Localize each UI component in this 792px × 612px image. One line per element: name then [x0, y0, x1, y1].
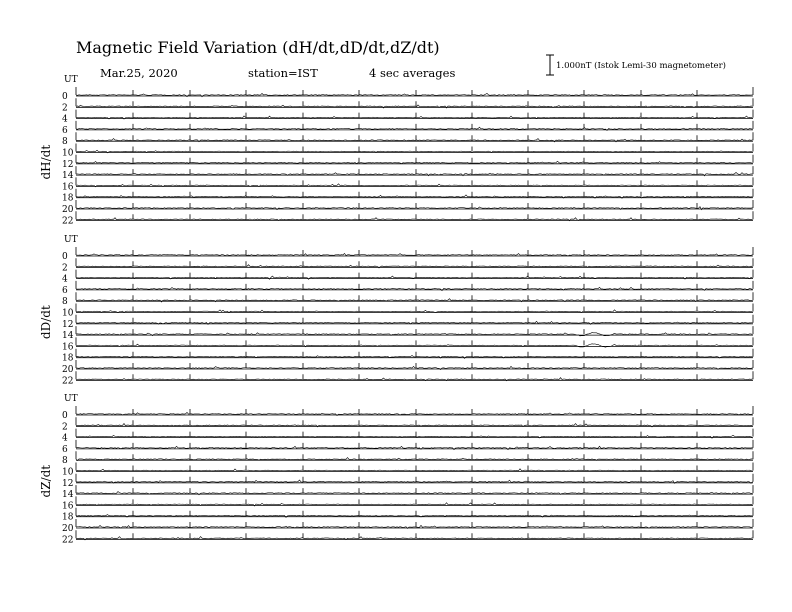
panel-ylabel: dZ/dt	[39, 464, 53, 498]
hour-label: 0	[62, 411, 68, 421]
hour-label: 22	[62, 535, 74, 546]
hour-label: 4	[62, 114, 68, 125]
hour-label: 10	[62, 148, 74, 159]
hour-label: 8	[62, 137, 68, 148]
hour-label: 16	[62, 342, 74, 353]
hour-label: 2	[62, 103, 68, 114]
hour-label: 12	[62, 319, 74, 330]
ut-label: UT	[64, 75, 78, 85]
scale-label: 1.000nT (Istok Lemi-30 magnetometer)	[556, 61, 726, 71]
hour-label: 12	[62, 159, 74, 170]
hour-label: 0	[62, 92, 68, 102]
hour-label: 14	[62, 171, 74, 182]
hour-label: 20	[62, 524, 74, 534]
panel-ylabel: dH/dt	[39, 144, 53, 180]
station-label: station=IST	[248, 66, 318, 80]
hour-label: 6	[62, 285, 68, 296]
hour-label: 4	[62, 433, 68, 444]
hour-label: 8	[62, 297, 68, 308]
hour-label: 14	[62, 331, 74, 342]
hour-label: 14	[62, 490, 74, 501]
hour-label: 8	[62, 456, 68, 467]
panel-ylabel: dD/dt	[39, 305, 53, 340]
chart-title: Magnetic Field Variation (dH/dt,dD/dt,dZ/dt)	[76, 38, 440, 57]
date-label: Mar.25, 2020	[100, 66, 178, 80]
hour-label: 16	[62, 182, 74, 193]
row-trace	[76, 469, 753, 471]
hour-label: 16	[62, 501, 74, 512]
hour-label: 6	[62, 444, 68, 455]
hour-label: 4	[62, 274, 68, 285]
hour-label: 10	[62, 308, 74, 319]
hour-label: 22	[62, 376, 74, 387]
hour-label: 18	[62, 193, 74, 204]
hour-label: 18	[62, 512, 74, 523]
averaging-label: 4 sec averages	[369, 66, 456, 80]
hour-label: 20	[62, 365, 74, 375]
row-trace	[76, 253, 753, 255]
hour-label: 12	[62, 478, 74, 489]
hour-label: 6	[62, 125, 68, 136]
hour-label: 2	[62, 263, 68, 274]
hour-label: 20	[62, 205, 74, 215]
ut-label: UT	[64, 394, 78, 404]
hour-label: 22	[62, 216, 74, 227]
ut-label: UT	[64, 235, 78, 245]
hour-label: 2	[62, 422, 68, 433]
hour-label: 18	[62, 353, 74, 364]
hour-label: 0	[62, 252, 68, 262]
hour-label: 10	[62, 467, 74, 478]
